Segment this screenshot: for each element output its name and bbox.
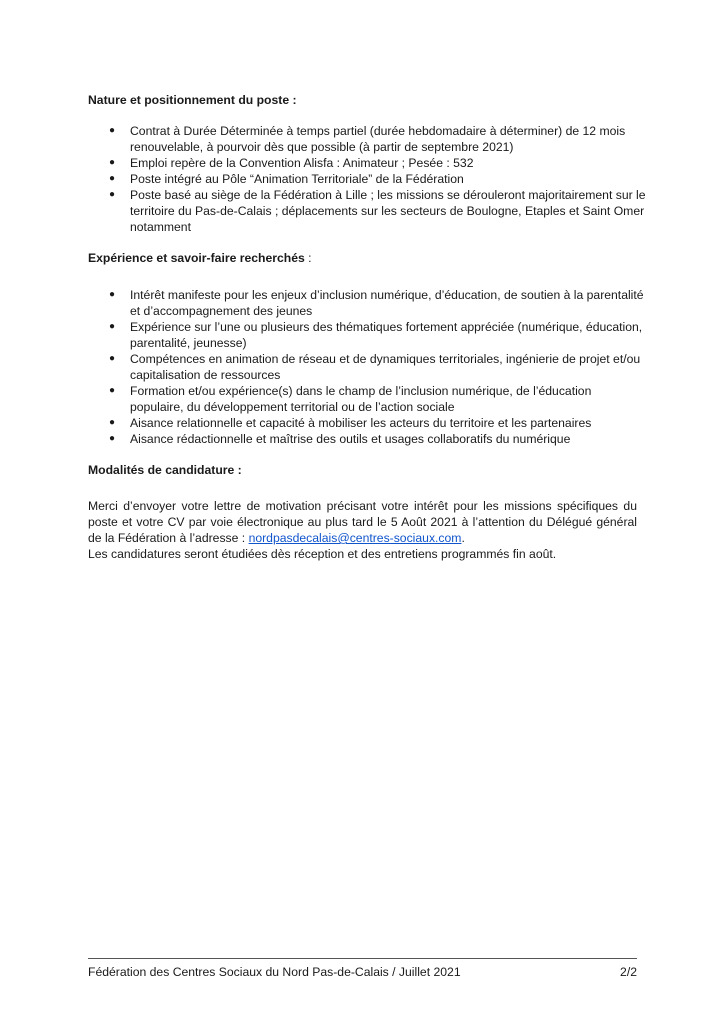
list-item xyxy=(88,171,648,187)
bullet-icon: ● xyxy=(109,173,116,184)
footer-page-number: 2/2 xyxy=(620,965,637,979)
email-link[interactable]: nordpasdecalais@centres-sociaux.com xyxy=(248,531,462,545)
list-item xyxy=(88,187,648,235)
list-item-text: Emploi repère de la Convention Alisfa : Animateur ; Pesée : 532 xyxy=(130,156,474,170)
list-item xyxy=(88,123,648,155)
list-item-text: Formation et/ou expérience(s) dans le champ de l’inclusion numérique, de l’éducation populaire, du développement territorial ou de l’action sociale xyxy=(130,384,592,414)
list-item-text: Aisance rédactionnelle et maîtrise des outils et usages collaboratifs du numérique xyxy=(130,432,571,446)
list-item xyxy=(88,415,648,431)
list-item-text: Contrat à Durée Déterminée à temps partiel (durée hebdomadaire à déterminer) de 12 mois renouvelable, à pourvoir dès que possible (à partir de septembre 2021) xyxy=(130,124,626,154)
list-item xyxy=(88,287,648,319)
list-item xyxy=(88,351,648,383)
bullet-icon: ● xyxy=(109,417,116,428)
section-heading-text: Nature et positionnement du poste : xyxy=(88,93,297,107)
section-heading-experience xyxy=(88,250,312,266)
list-item xyxy=(88,155,648,171)
list-item xyxy=(88,431,648,447)
application-instructions xyxy=(88,498,637,546)
footer-divider xyxy=(88,958,637,959)
bullet-icon: ● xyxy=(109,353,116,364)
bullet-icon: ● xyxy=(109,433,116,444)
section-heading-nature xyxy=(88,92,297,108)
list-experience xyxy=(88,287,648,447)
application-paragraph xyxy=(88,498,637,562)
section-heading-text: Expérience et savoir-faire recherchés xyxy=(88,251,305,265)
section-heading-text: Modalités de candidature : xyxy=(88,463,242,477)
list-item xyxy=(88,319,648,351)
list-item-text: Intérêt manifeste pour les enjeux d’inclusion numérique, d’éducation, de soutien à la parentalité et d’accompagnement des jeunes xyxy=(130,288,644,318)
page-footer xyxy=(88,964,637,980)
list-item-text: Aisance relationnelle et capacité à mobiliser les acteurs du territoire et les partenaires xyxy=(130,416,592,430)
bullet-icon: ● xyxy=(109,157,116,168)
bullet-icon: ● xyxy=(109,125,116,136)
list-item-text: Poste intégré au Pôle “Animation Territoriale” de la Fédération xyxy=(130,172,464,186)
bullet-icon: ● xyxy=(109,289,116,300)
footer-organization: Fédération des Centres Sociaux du Nord Pas-de-Calais / Juillet 2021 xyxy=(88,965,461,979)
list-item xyxy=(88,383,648,415)
list-item-text: Compétences en animation de réseau et de dynamiques territoriales, ingénierie de projet et/ou capitalisation de ressources xyxy=(130,352,641,382)
application-text: Merci d’envoyer votre lettre de motivation précisant votre intérêt pour les missions spécifiques du poste et votre CV par voie électronique au plus tard le 5 Août 2021 à l’attention du Délégué général de la Fédération à l’adresse : xyxy=(88,499,637,545)
bullet-icon: ● xyxy=(109,189,116,200)
list-item-text: Expérience sur l’une ou plusieurs des thématiques fortement appréciée (numérique, éducation, parentalité, jeunesse) xyxy=(130,320,643,350)
bullet-icon: ● xyxy=(109,321,116,332)
section-heading-suffix: : xyxy=(304,251,312,265)
section-heading-modalites xyxy=(88,462,242,478)
bullet-icon: ● xyxy=(109,385,116,396)
list-item-text: Poste basé au siège de la Fédération à Lille ; les missions se dérouleront majoritairement sur le territoire du Pas-de-Calais ; déplacements sur les secteurs de Boulogne, Etaples et Saint Omer notamment xyxy=(130,188,646,234)
application-text-end: . xyxy=(461,531,465,545)
application-closing: Les candidatures seront étudiées dès réception et des entretiens programmés fin août. xyxy=(88,547,557,561)
list-nature xyxy=(88,123,648,235)
